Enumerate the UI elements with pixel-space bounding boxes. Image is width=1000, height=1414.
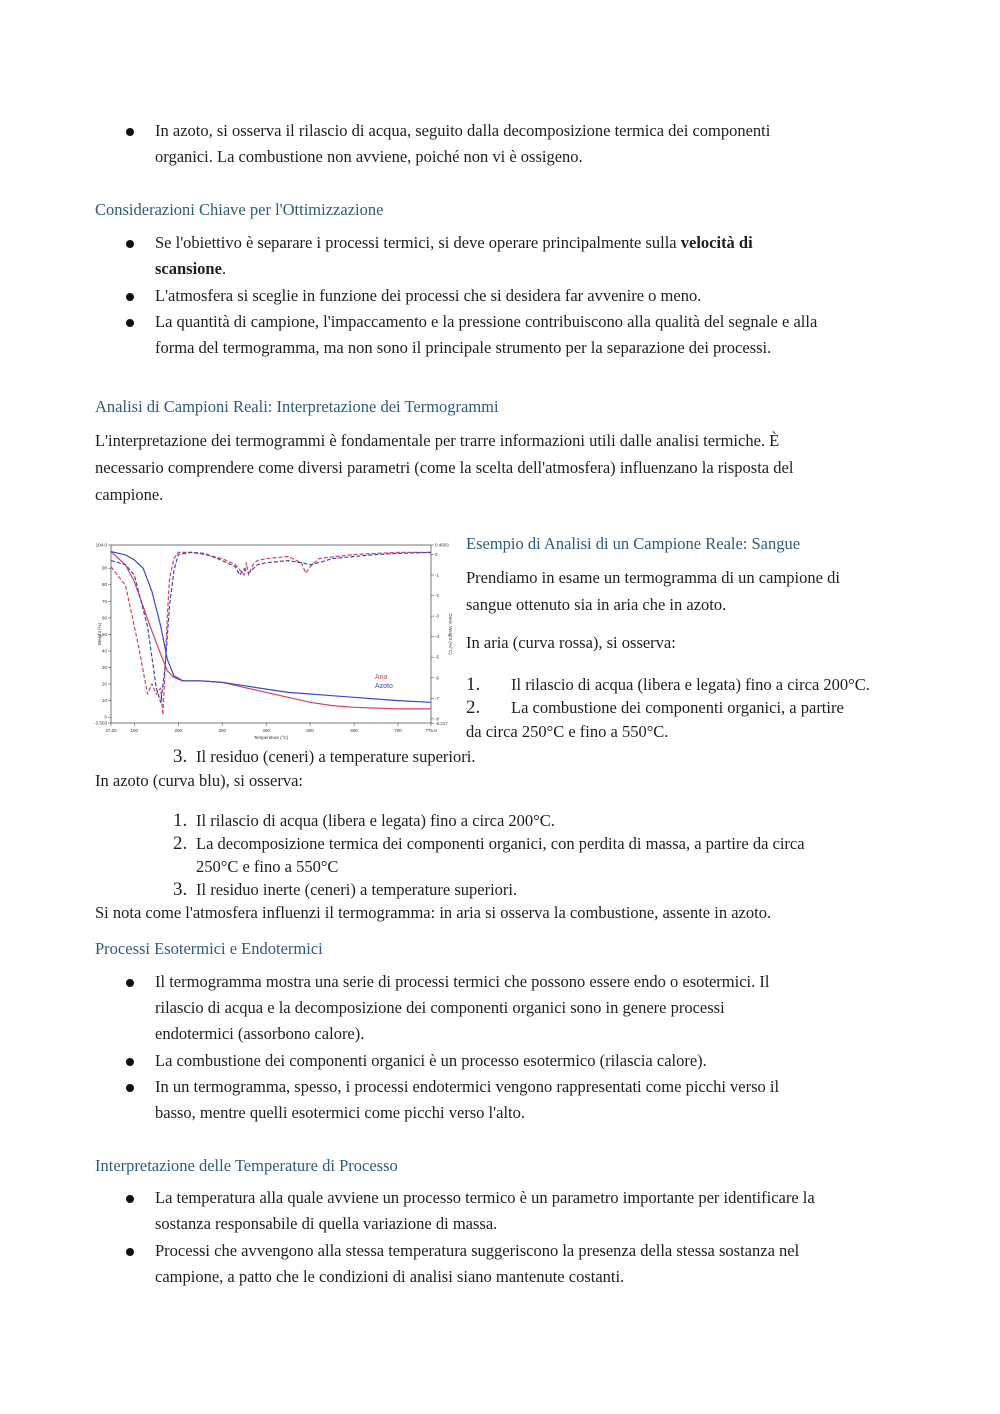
conclusion: Si nota come l'atmosfera influenzi il termogramma: in aria si osserva la combustione, assente in azoto.: [95, 903, 772, 922]
y2-tick-label: -5: [435, 654, 440, 660]
text-line: La quantità di campione, l'impaccamento e la pressione contribuiscono alla qualità del segnale e alla: [155, 312, 818, 331]
x-tick-label: 300: [218, 728, 226, 733]
bullet-dot: [126, 1058, 134, 1066]
x-tick-label: 700: [394, 728, 402, 733]
legend-label: Azoto: [375, 683, 393, 690]
text-span: Se l'obiettivo è separare i processi termici, si deve operare principalmente sulla: [155, 233, 681, 252]
x-tick-label: 775.0: [425, 728, 437, 733]
list-text: Il rilascio di acqua (libera e legata) fino a circa 200°C.: [196, 811, 555, 830]
text-line: necessario comprendere come diversi parametri (come la scelta dell'atmosfera) influenzano la risposta del: [95, 458, 794, 477]
text-line: sostanza responsabile di quella variazione di massa.: [155, 1214, 498, 1233]
y2-tick-label: -8.217: [435, 720, 448, 726]
text-line: In un termogramma, spesso, i processi endotermici vengono rappresentati come picchi verso il: [155, 1077, 780, 1096]
azoto-list-item: [173, 878, 517, 902]
section-heading: Processi Esotermici e Endotermici: [95, 939, 323, 958]
text-line: forma del termogramma, ma non sono il principale strumento per la separazione dei processi.: [155, 338, 772, 357]
bold-text: velocità di: [680, 233, 753, 252]
list-text: 250°C e fino a 550°C: [196, 857, 339, 876]
azoto-list-item: [173, 809, 555, 833]
list-text: La decomposizione termica dei componenti organici, con perdita di massa, a partire da circa: [196, 834, 805, 853]
paragraph: [466, 564, 840, 618]
list-number: 3.: [173, 879, 188, 900]
bullet-text: [155, 309, 817, 361]
y-tick-label: 70: [101, 598, 107, 604]
thermogram-chart: [93, 537, 455, 745]
bullet-text: [155, 118, 770, 170]
text-line: basso, mentre quelli esotermici come picchi verso l'alto.: [155, 1103, 525, 1122]
text-line: campione.: [95, 485, 164, 504]
y2-axis-label: Deriv. Weight (%/°C): [448, 613, 453, 655]
list-text: da circa 250°C e fino a 550°C.: [466, 722, 669, 741]
text-line: [155, 256, 753, 282]
list-text: Il residuo (ceneri) a temperature superiori.: [196, 747, 476, 766]
text-line: organici. La combustione non avviene, poiché non vi è ossigeno.: [155, 147, 583, 166]
y2-tick-label: -8: [435, 716, 440, 722]
y-tick-label: 80: [101, 582, 107, 588]
bullet-text: [155, 1238, 799, 1290]
y2-tick-label: -1: [435, 572, 440, 578]
y-tick-label: 20: [101, 681, 107, 687]
series-line: [111, 552, 431, 714]
section-heading: Interpretazione delle Temperature di Processo: [95, 1156, 398, 1175]
x-tick-label: 200: [174, 728, 183, 733]
bullet-dot: [126, 319, 134, 327]
x-axis-label: Temperature (°C): [253, 735, 289, 740]
section-heading: Considerazioni Chiave per l'Ottimizzazione: [95, 200, 384, 219]
list-number: 1.: [466, 674, 481, 695]
y-tick-label: 90: [101, 565, 107, 571]
text-span: .: [221, 259, 227, 278]
bullet-dot: [126, 293, 134, 301]
text-line: In azoto, si osserva il rilascio di acqua, seguito dalla decomposizione termica dei componenti: [155, 121, 771, 140]
y-tick-label: -3.503: [94, 720, 107, 726]
list-text: Il rilascio di acqua (libera e legata) fino a circa 200°C.: [511, 675, 870, 694]
bullet-dot: [126, 240, 134, 248]
text-line: [155, 230, 753, 256]
list-text: Il residuo inerte (ceneri) a temperature superiori.: [196, 880, 518, 899]
list-number: 2.: [173, 833, 188, 854]
text-line: Il termogramma mostra una serie di processi termici che possono essere endo o esotermici. Il: [155, 972, 770, 991]
aria-list-item: [173, 745, 475, 769]
bullet-text: [155, 230, 753, 282]
bullet-dot: [126, 1195, 134, 1203]
text-line: campione, a patto che le condizioni di analisi siano mantenute costanti.: [155, 1267, 625, 1286]
list-intro: In aria (curva rossa), si osserva:: [466, 633, 676, 652]
y-tick-label: 30: [101, 665, 107, 671]
aria-list-item: [466, 672, 870, 698]
x-tick-label: 400: [262, 728, 270, 733]
text-line: endotermici (assorbono calore).: [155, 1024, 365, 1043]
text-line: La temperatura alla quale avviene un processo termico è un parametro importante per identificare la: [155, 1188, 815, 1207]
text-line: L'interpretazione dei termogrammi è fondamentale per trarre informazioni utili dalle analisi termiche. È: [95, 431, 780, 450]
legend-label: Aria: [375, 674, 388, 681]
y2-tick-label: -3: [435, 613, 440, 619]
text-line: rilascio di acqua e la decomposizione dei componenti organici sono in genere processi: [155, 998, 725, 1017]
list-text: La combustione dei componenti organici, a partire: [511, 698, 844, 717]
y2-tick-label: 0.4603: [435, 542, 449, 548]
text-line: Processi che avvengono alla stessa temperatura suggeriscono la presenza della stessa sostanza nel: [155, 1241, 800, 1260]
list-intro: In azoto (curva blu), si osserva:: [95, 771, 304, 790]
paragraph: [95, 427, 793, 508]
y-axis-label: Weight (%): [97, 622, 102, 646]
list-number: 1.: [173, 810, 188, 831]
bullet-text: [155, 1074, 779, 1126]
y-tick-label: 104.0: [95, 542, 107, 548]
y2-tick-label: -6: [435, 675, 440, 681]
y-tick-label: 50: [101, 631, 107, 637]
y-tick-label: 60: [101, 615, 107, 621]
bullet-dot: [126, 1248, 134, 1256]
bullet-text: La combustione dei componenti organici è un processo esotermico (rilascia calore).: [155, 1051, 707, 1070]
section-heading: Esempio di Analisi di un Campione Reale: Sangue: [466, 534, 801, 553]
y-tick-label: 0: [104, 714, 107, 720]
bullet-text: L'atmosfera si sceglie in funzione dei processi che si desidera far avvenire o meno.: [155, 286, 702, 305]
bullet-dot: [126, 979, 134, 987]
list-number: 3.: [173, 746, 188, 767]
x-tick-label: 100: [130, 728, 139, 733]
y-tick-label: 10: [101, 698, 107, 704]
bullet-dot: [126, 128, 134, 136]
aria-list-item: [466, 696, 844, 744]
y2-tick-label: -7: [435, 695, 440, 701]
azoto-list-item: [173, 832, 805, 878]
bullet-text: [155, 969, 769, 1047]
bullet-dot: [126, 1084, 134, 1092]
bullet-text: [155, 1185, 815, 1237]
bold-text: scansione: [155, 259, 222, 278]
y2-tick-label: -2: [435, 593, 440, 599]
y2-tick-label: -4: [435, 634, 440, 640]
text-line: sangue ottenuto sia in aria che in azoto.: [466, 595, 727, 614]
y-tick-label: 40: [101, 648, 107, 654]
x-tick-label: 500: [306, 728, 314, 733]
y2-tick-label: 0: [435, 551, 438, 557]
list-number: 2.: [466, 697, 481, 718]
section-heading: Analisi di Campioni Reali: Interpretazione dei Termogrammi: [95, 397, 499, 416]
x-tick-label: 47.00: [105, 728, 117, 733]
text-line: Prendiamo in esame un termogramma di un campione di: [466, 568, 840, 587]
x-tick-label: 600: [350, 728, 358, 733]
